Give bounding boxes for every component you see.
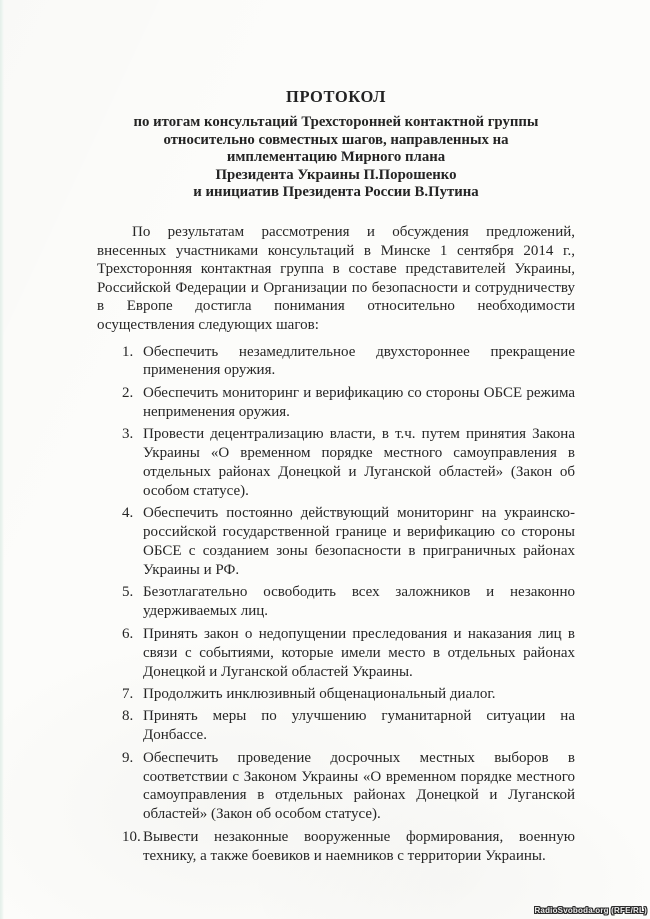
list-item <box>97 425 575 501</box>
item-text: Обеспечить постоянно действующий мониторинг на украинско-российской государственной границе и верификацию со стороны ОБСЕ с созданием зоны безопасности в приграничных районах Украины и РФ. <box>143 505 575 578</box>
item-number: 5. <box>122 584 134 601</box>
item-number: 10. <box>122 828 141 845</box>
item-number: 3. <box>122 426 134 443</box>
item-number: 6. <box>122 625 134 642</box>
item-number: 8. <box>122 708 134 725</box>
item-text: Обеспечить незамедлительное двухстороннее прекращение применения оружия. <box>143 343 575 379</box>
item-number: 7. <box>122 685 134 702</box>
document-content <box>97 87 575 866</box>
list-item <box>97 828 575 866</box>
list-item <box>97 707 575 745</box>
item-text: Безотлагательно освободить всех заложников и незаконно удерживаемых лиц. <box>143 584 575 620</box>
scanner-edge-artifact <box>0 0 4 919</box>
intro-paragraph: По результатам рассмотрения и обсуждения предложений, внесенных участниками консультаций в Минске 1 сентября 2014 г., Трехсторонняя контактная группа в составе представителей Украины, Российской Федерации и Организации по безопасности и сотрудничеству в Европе достигла понимания относительно необходимости осуществления следующих шагов: <box>97 223 575 333</box>
item-number: 4. <box>122 505 134 522</box>
item-text: Провести децентрализацию власти, в т.ч. путем принятия Закона Украины «О временном порядке местного самоуправления в отдельных районах Донецкой и Луганской областей» (Закон об особом статусе). <box>143 426 575 499</box>
item-number: 1. <box>122 343 134 360</box>
subtitle-line: Президента Украины П.Порошенко <box>215 166 457 183</box>
list-item <box>97 625 575 682</box>
numbered-list <box>97 343 575 866</box>
item-text: Продолжить инклюзивный общенациональный диалог. <box>143 685 496 702</box>
item-text: Принять закон о недопущении преследования и наказания лиц в связи с событиями, которые имели место в отдельных районах Донецкой и Луганской областей Украины. <box>143 625 575 680</box>
item-number: 9. <box>122 749 134 766</box>
item-text: Обеспечить мониторинг и верификацию со стороны ОБСЕ режима неприменения оружия. <box>143 384 575 420</box>
subtitle-line: по итогам консультаций Трехсторонней контактной группы <box>133 114 539 130</box>
list-item <box>97 749 575 825</box>
list-item <box>97 504 575 580</box>
subtitle-line: имплементацию Мирного плана <box>226 149 446 166</box>
subtitle-line: и инициатив Президента России В.Путина <box>193 184 479 201</box>
list-item <box>97 685 575 704</box>
item-text: Вывести незаконные вооруженные формирования, военную технику, а также боевиков и наемников с территории Украины. <box>143 828 575 864</box>
list-item <box>97 343 575 381</box>
list-item <box>97 384 575 422</box>
document-subtitle <box>97 114 575 202</box>
subtitle-line: относительно совместных шагов, направленных на <box>163 131 509 148</box>
list-item <box>97 583 575 621</box>
item-number: 2. <box>122 384 134 401</box>
watermark: RadioSvoboda.org (RFE/RL) <box>534 906 647 915</box>
item-text: Обеспечить проведение досрочных местных выборов в соответствии с Законом Украины «О временном порядке местного самоуправления в отдельных районах Донецкой и Луганской областей» (Закон об особом статусе). <box>143 749 575 823</box>
item-text: Принять меры по улучшению гуманитарной ситуации на Донбассе. <box>143 708 575 744</box>
document-title: ПРОТОКОЛ <box>286 87 386 106</box>
